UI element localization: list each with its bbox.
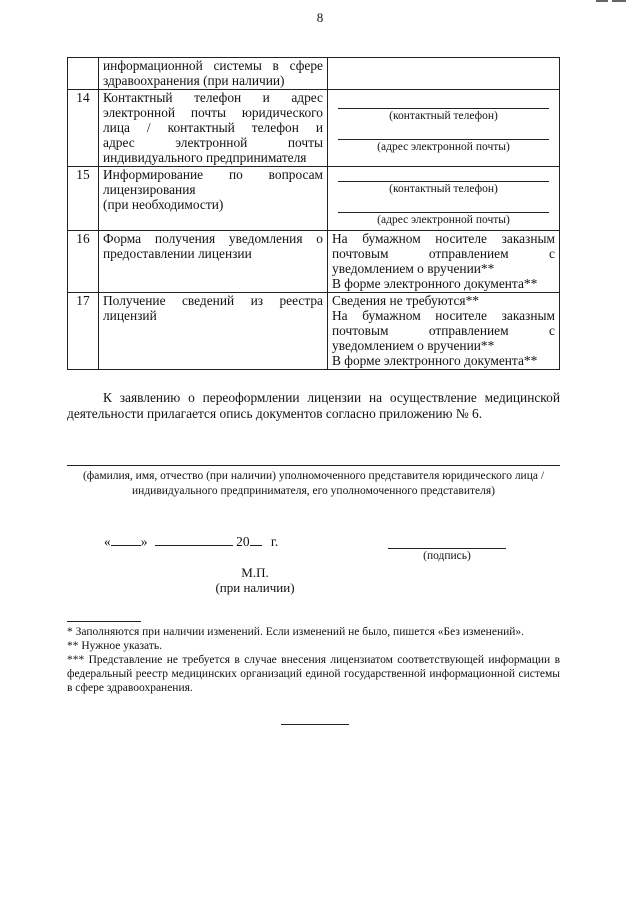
row-number: 17 bbox=[68, 293, 99, 370]
application-form-table bbox=[67, 57, 560, 370]
end-divider bbox=[281, 724, 349, 725]
option-electronic[interactable]: В форме электронного документа** bbox=[332, 276, 538, 291]
table-row-15 bbox=[68, 167, 560, 231]
contact-phone-field[interactable] bbox=[338, 94, 549, 109]
row-label: Получение сведений из реестра лицензий bbox=[99, 293, 328, 370]
label-line: здравоохранения (при наличии) bbox=[103, 73, 285, 88]
open-quote: « bbox=[104, 534, 111, 549]
contact-phone-caption: (контактный телефон) bbox=[389, 183, 498, 195]
year-prefix: 20 bbox=[236, 534, 250, 549]
email-address-field[interactable] bbox=[338, 125, 549, 140]
footnote-separator bbox=[67, 621, 141, 622]
page-number: 8 bbox=[316, 10, 324, 25]
date-field[interactable] bbox=[104, 534, 278, 550]
email-address-caption: (адрес электронной почты) bbox=[377, 141, 510, 153]
option-paper-mail[interactable]: уведомлением о вручении** bbox=[332, 261, 495, 276]
row-number: 16 bbox=[68, 231, 99, 293]
option-line: почтовым отправлением с bbox=[332, 246, 555, 261]
label-line: Информирование по вопросам bbox=[103, 167, 323, 182]
signature-caption: (подпись) bbox=[423, 550, 471, 562]
option-line: На бумажном носителе заказным bbox=[332, 308, 555, 323]
day-blank[interactable] bbox=[111, 534, 141, 546]
option-line: почтовым отправлением с bbox=[332, 323, 555, 338]
email-address-caption: (адрес электронной почты) bbox=[377, 214, 510, 226]
footnote: ** Нужное указать. bbox=[67, 640, 163, 652]
label-line: лица / контактный телефон и bbox=[103, 120, 323, 135]
label-line: информационной системы в сфере bbox=[103, 58, 323, 73]
email-address-field[interactable] bbox=[338, 198, 549, 213]
label-line: Контактный телефон и адрес bbox=[103, 90, 323, 105]
option-electronic[interactable]: В форме электронного документа** bbox=[332, 353, 538, 368]
label-line: электронной почты юридического bbox=[103, 105, 323, 120]
seal-place bbox=[205, 565, 305, 595]
contact-phone-field[interactable] bbox=[338, 167, 549, 182]
representative-name-field[interactable] bbox=[67, 465, 560, 466]
table-row-16 bbox=[68, 231, 560, 293]
label-line: лицензирования bbox=[103, 182, 196, 197]
option-paper-mail[interactable]: уведомлением о вручении** bbox=[332, 338, 495, 353]
year-blank[interactable] bbox=[250, 534, 262, 546]
seal-label: М.П. bbox=[241, 565, 269, 580]
month-blank[interactable] bbox=[155, 534, 233, 546]
footnote: *** Представление не требуется в случае внесения лицензиатом соответствующей информации в федеральный реестр медицинских организаций единой государственной информационной системы в сфере здравоохранения. bbox=[67, 654, 560, 694]
option-not-required[interactable]: Сведения не требуются** bbox=[332, 293, 479, 308]
attachment-paragraph: К заявлению о переоформлении лицензии на осуществление медицинской деятельности прилагается опись документов согласно приложению № 6. bbox=[67, 390, 560, 421]
contact-phone-caption: (контактный телефон) bbox=[389, 110, 498, 122]
representative-caption: (фамилия, имя, отчество (при наличии) уполномоченного представителя юридического лица / индивидуального предпринимателя, его уполномоченного представителя) bbox=[82, 470, 545, 497]
label-line: (при необходимости) bbox=[103, 197, 224, 212]
footnote: * Заполняются при наличии изменений. Если изменений не было, пишется «Без изменений». bbox=[67, 626, 525, 638]
close-quote: » bbox=[140, 534, 148, 549]
label-line: адрес электронной почты bbox=[103, 135, 323, 150]
year-suffix: г. bbox=[270, 534, 279, 549]
signature-field[interactable] bbox=[388, 548, 506, 549]
option-line: На бумажном носителе заказным bbox=[332, 231, 555, 246]
seal-note: (при наличии) bbox=[215, 580, 295, 595]
table-row-continuation bbox=[68, 58, 560, 90]
table-row-14 bbox=[68, 90, 560, 167]
row-label: Форма получения уведомления о предоставлении лицензии bbox=[99, 231, 328, 293]
row-number: 14 bbox=[68, 90, 99, 167]
footnotes bbox=[67, 625, 560, 695]
row-number: 15 bbox=[68, 167, 99, 231]
scan-mark bbox=[596, 0, 626, 2]
table-row-17 bbox=[68, 293, 560, 370]
label-line: индивидуального предпринимателя bbox=[103, 150, 307, 165]
